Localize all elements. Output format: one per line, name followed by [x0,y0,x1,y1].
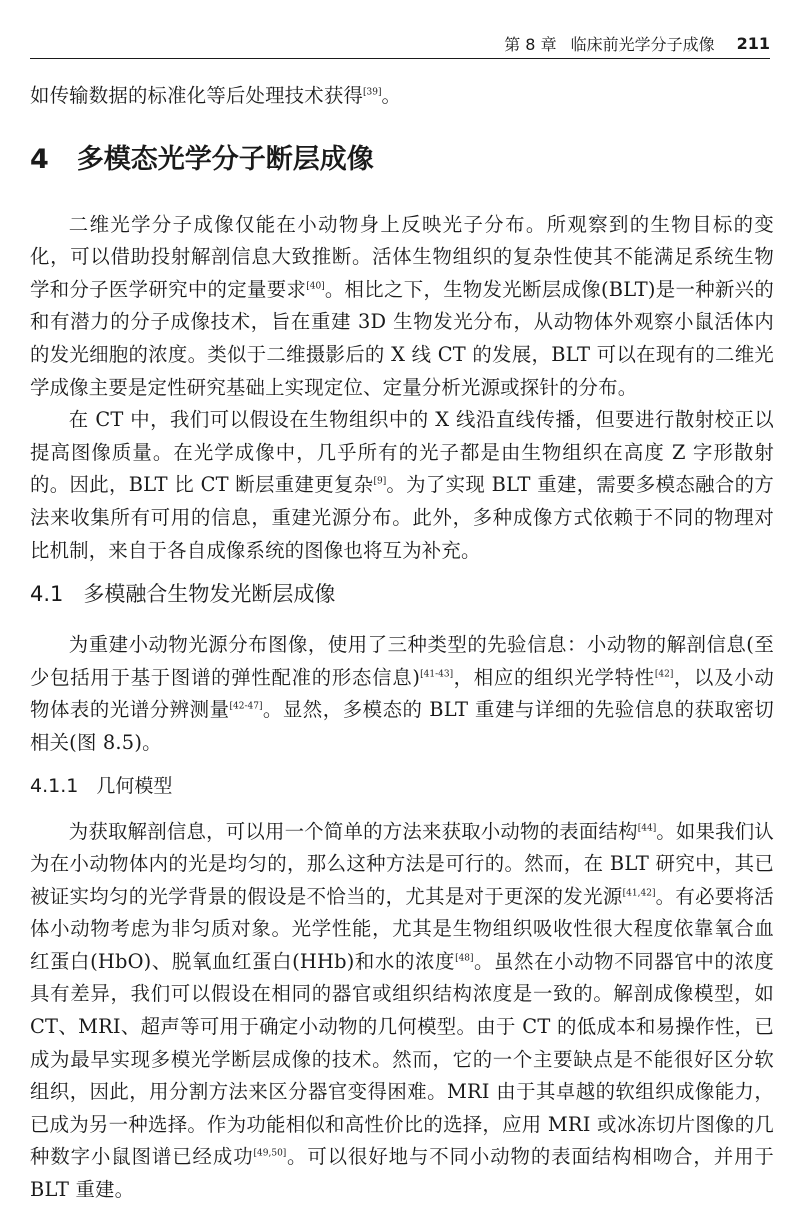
subsubsection-title: 几何模型 [96,774,173,797]
citation: [42-47] [229,701,263,712]
chapter-title: 临床前光学分子成像 [570,34,715,54]
paragraph: 为重建小动物光源分布图像，使用了三种类型的先验信息：小动物的解剖信息(至少包括用于基于图谱的弹性配准的形态信息)[41-43]，相应的组织光学特性[42]，以及小动物体表的光谱分辨测量[42-47]。显然，多模态的 BLT 重建与详细的先验信息的获取密切相关(图 8.5)。 [30,633,774,754]
section-title: 多模态光学分子断层成像 [76,143,374,175]
page-body [30,80,774,1207]
subsubsection-number: 4.1.1 [30,774,79,797]
section-heading [30,143,774,177]
subsection-heading [30,579,774,609]
paragraph: 在 CT 中，我们可以假设在生物组织中的 X 线沿直线传播，但要进行散射校正以提高图像质量。在光学成像中，几乎所有的光子都是由生物组织在高度 Z 字形散射的。因此，BLT 比 CT 断层重建更复杂[9]。为了实现 BLT 重建，需要多模态融合的方法来收集所有可用的信息，重建光源分布。此外，多种成像方式依赖于不同的物理对比机制，来自于各自成像系统的图像也将互为补充。 [30,408,774,562]
paragraph: 为获取解剖信息，可以用一个简单的方法来获取小动物的表面结构[44]。如果我们认为在小动物体内的光是均匀的，那么这种方法是可行的。然而，在 BLT 研究中，其已被证实均匀的光学背景的假设是不恰当的，尤其是对于更深的发光源[41,42]。有必要将活体小动物考虑为非匀质对象。光学性能，尤其是生物组织吸收性很大程度依靠氧合血红蛋白(HbO)、脱氧血红蛋白(HHb)和水的浓度[48]。虽然在小动物不同器官中的浓度具有差异，我们可以假设在相同的器官或组织结构浓度是一致的。解剖成像模型，如 CT、MRI、超声等可用于确定小动物的几何模型。由于 CT 的低成本和易操作性，已成为最早实现多模光学断层成像的技术。然而，它的一个主要缺点是不能很好区分软组织，因此，用分割方法来区分器官变得困难。MRI 由于其卓越的软组织成像能力，已成为另一种选择。作为功能相似和高性价比的选择，应用 MRI 或冰冻切片图像的几种数字小鼠图谱已经成功[49,50]。可以很好地与不同小动物的表面结构相吻合，并用于 BLT 重建。 [30,819,775,1202]
subsubsection-heading [30,772,774,800]
running-header [30,28,770,59]
section-number: 4 [30,143,49,175]
subsection-title: 多模融合生物发光断层成像 [83,582,336,607]
citation: [41,42] [622,888,656,899]
citation: [49,50] [253,1148,287,1159]
citation: [9] [373,476,387,487]
paragraph: 二维光学分子成像仅能在小动物身上反映光子分布。所观察到的生物目标的变化，可以借助投射解剖信息大致推断。活体生物组织的复杂性使其不能满足系统生物学和分子医学研究中的定量要求[40]。相比之下，生物发光断层成像(BLT)是一种新兴的和有潜力的分子成像技术，旨在重建 3D 生物发光分布，从动物体外观察小鼠活体内的发光细胞的浓度。类似于二维摄影后的 X 线 CT 的发展，BLT 可以在现有的二维光学成像主要是定性研究基础上实现定位、定量分析光源或探针的分布。 [30,212,774,399]
citation: [39] [363,87,382,98]
chapter-number: 第 8 章 [504,34,557,54]
citation: [41-43] [420,669,454,680]
page-number: 211 [736,33,770,53]
citation: [40] [306,281,325,292]
intro-paragraph: 如传输数据的标准化等后处理技术获得[39]。 [30,84,402,107]
citation: [48] [455,953,474,964]
citation: [42] [654,669,674,680]
subsection-number: 4.1 [30,582,64,607]
citation: [44] [637,823,657,834]
